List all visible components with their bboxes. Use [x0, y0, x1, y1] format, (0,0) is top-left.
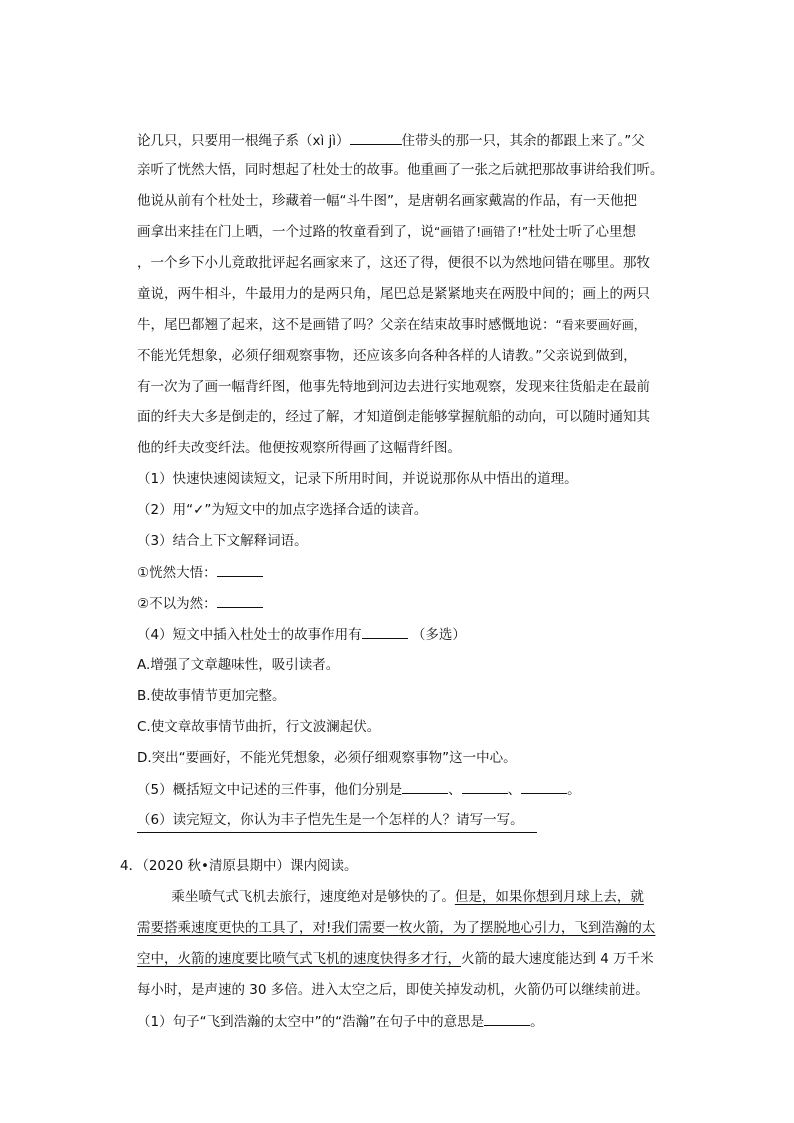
question-3: （3）结合上下文解释词语。: [137, 533, 308, 549]
question-5: [137, 779, 677, 800]
answer-blank[interactable]: [462, 779, 508, 794]
passage-line: [137, 949, 677, 969]
question-1: （1）快速快速阅读短文，记录下所用时间，并说说那你从中悟出的道理。: [137, 471, 578, 487]
passage-line: 不能光凭想象，必须仔细观察事物，还应该多向各种各样的人请教。”父亲说到做到，: [137, 348, 637, 364]
passage-text: 住带头的那一只，其余的都跟上来了。”父: [401, 133, 645, 149]
answer-line[interactable]: [137, 832, 537, 833]
passage-line: ，一个乡下小儿竟敢批评起名画家来了，这还了得，便很不以为然地问错在哪里。那牧: [137, 255, 650, 271]
passage-text: 画拿出来挂在门上晒，一个过路的牧童看到了，说: [137, 224, 434, 240]
question-text: （5）概括短文中记述的三件事，他们分别是: [137, 782, 403, 798]
passage-quote: “画错了!画错了!”: [434, 225, 529, 239]
question-text: （1）句子“飞到浩瀚的太空中”的“浩瀚”在句子中的意思是: [137, 1014, 485, 1030]
underlined-text: 但是，如果你想到月球上去，就: [454, 889, 644, 905]
answer-blank[interactable]: [362, 624, 408, 639]
option-a: A.增强了文章趣味性，吸引读者。: [137, 657, 340, 673]
question-suffix: （多选）: [411, 627, 466, 643]
passage-line: 有一次为了画一幅背纤图，他事先特地到河边去进行实地观察，发现来往货船走在最前: [137, 379, 650, 395]
separator: 、: [448, 782, 462, 798]
question-4: [137, 624, 677, 645]
passage-text: 论几只，只要用一根绳子系（xì jì）: [137, 133, 350, 149]
passage-line: [137, 315, 677, 335]
question-3a: [137, 562, 677, 583]
underlined-text: 需要搭乘速度更快的工具了，对!我们需要一枚火箭，为了摆脱地心引力，飞到浩瀚的太: [137, 920, 656, 936]
passage-text: 牛，尾巴都翘了起来，这不是画错了吗？父亲在结束故事时感慨地说：: [137, 317, 556, 333]
question-text: （4）短文中插入杜处士的故事作用有: [137, 627, 362, 643]
passage-text: 火箭的最大速度能达到 4 万千米: [461, 951, 654, 967]
passage-line: [137, 130, 677, 151]
answer-blank[interactable]: [484, 1011, 530, 1026]
question-6: （6）读完短文，你认为丰子恺先生是一个怎样的人？请写一写。: [137, 812, 524, 828]
question-source: （2020 秋•清原县期中）课内阅读。: [142, 858, 358, 874]
passage-line: 他说从前有个杜处士，珍藏着一幅“斗牛图”，是唐朝名画家戴嵩的作品，有一天他把: [137, 193, 637, 209]
answer-blank[interactable]: [217, 593, 263, 608]
passage-text: 杜处士听了心里想: [528, 224, 637, 240]
question-text: ①恍然大悟：: [137, 565, 217, 581]
answer-blank[interactable]: [521, 779, 567, 794]
question-4-header: [120, 856, 660, 876]
passage-line: 他的纤夫改变纤法。他便按观察所得画了这幅背纤图。: [137, 440, 461, 456]
underlined-text: 空中，火箭的速度要比喷气式飞机的速度快得多才行，: [137, 951, 461, 967]
passage-line: 每小时，是声速的 30 多倍。进入太空之后，即使关掉发动机，火箭仍可以继续前进。: [137, 982, 649, 998]
punctuation: 。: [567, 782, 581, 798]
passage-line: 面的纤夫大多是倒走的，经过了解，才知道倒走能够掌握航船的动向，可以随时通知其: [137, 409, 650, 425]
passage-line: [137, 918, 677, 938]
passage-line: 亲听了恍然大悟，同时想起了杜处士的故事。他重画了一张之后就把那故事讲给我们听。: [137, 162, 664, 178]
answer-blank[interactable]: [217, 562, 263, 577]
option-c: C.使文章故事情节曲折，行文波澜起伏。: [137, 719, 381, 735]
option-b: B.使故事情节更加完整。: [137, 688, 286, 704]
question-text: ②不以为然：: [137, 596, 217, 612]
question-4-1: [137, 1011, 677, 1032]
punctuation: 。: [530, 1014, 544, 1030]
passage-text: 乘坐喷气式飞机去旅行，速度绝对是够快的了。: [137, 889, 455, 905]
question-number: 4．: [120, 858, 143, 874]
answer-blank[interactable]: [402, 779, 448, 794]
passage-quote: “看来要画好画，: [555, 318, 646, 332]
option-d: D.突出“要画好，不能光凭想象，必须仔细观察事物”这一中心。: [137, 750, 517, 766]
passage-line: [137, 222, 677, 242]
fill-blank[interactable]: [350, 130, 402, 145]
passage-line: 童说，两牛相斗，牛最用力的是两只角，尾巴总是紧紧地夹在两股中间的；画上的两只: [137, 286, 650, 302]
passage-line: [137, 887, 677, 907]
question-3b: [137, 593, 677, 614]
question-2: （2）用“✓”为短文中的加点字选择合适的读音。: [137, 502, 428, 518]
separator: 、: [507, 782, 522, 798]
